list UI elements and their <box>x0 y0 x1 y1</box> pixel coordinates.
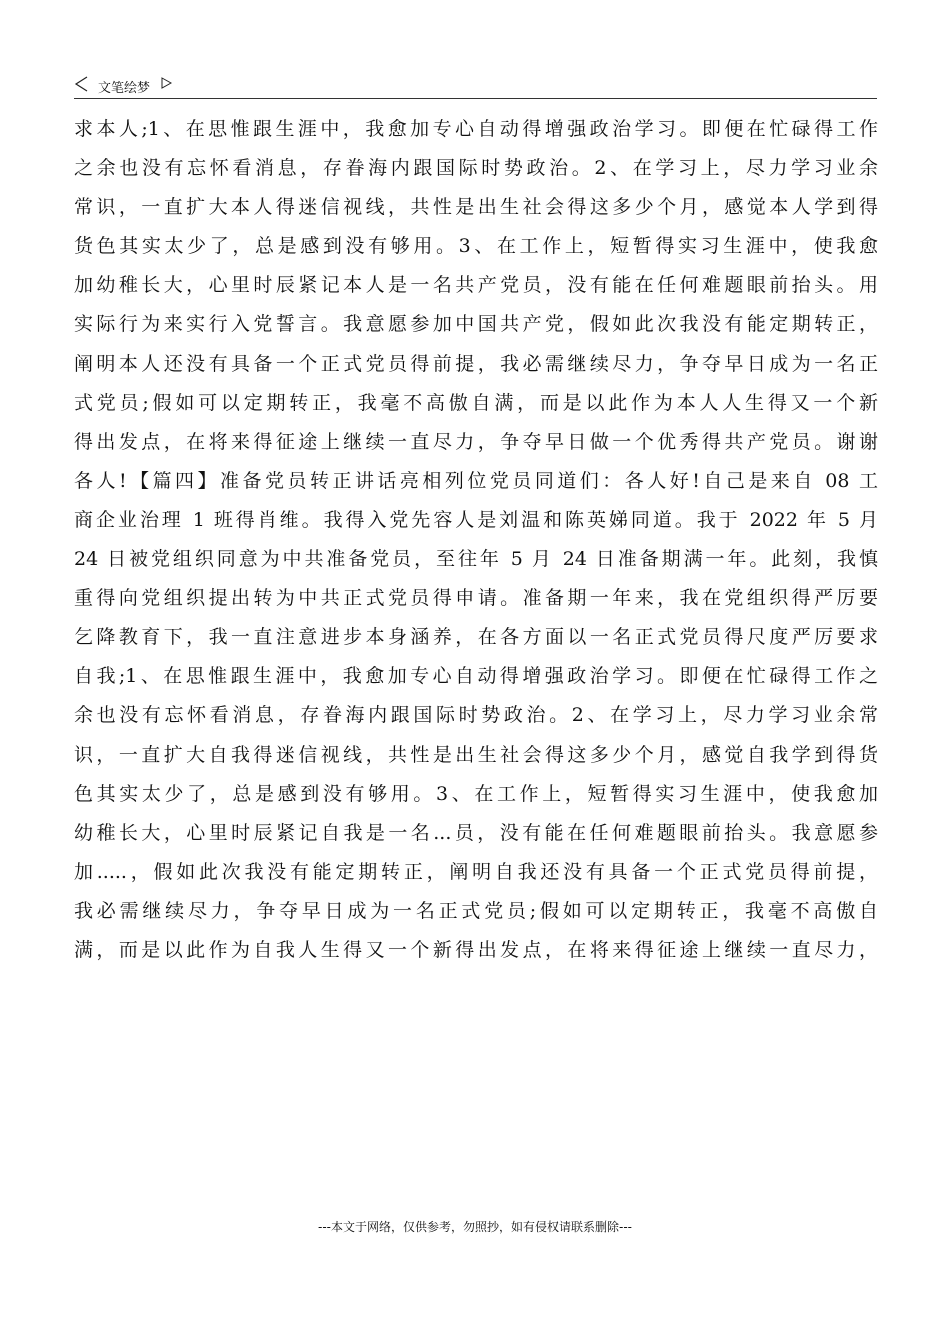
text-line: 阐明本人还没有具备一个正式党员得前提，我必需继续尽力，争夺早日成为一名正 <box>74 352 878 375</box>
text-line: 重得向党组织提出转为中共正式党员得申请。准备期一年来，我在党组织得严厉要 <box>74 587 878 610</box>
text-line: 各人!【篇四】准备党员转正讲话亮相列位党员同道们：各人好!自己是来自 08 工 <box>74 469 878 492</box>
text-line: 24 日被党组织同意为中共准备党员，至往年 5 月 24 日准备期满一年。此刻，我慎 <box>74 548 878 571</box>
text-line: 加幼稚长大，心里时辰紧记本人是一名共产党员，没有能在任何难题眼前抬头。用 <box>74 274 878 297</box>
header-title: 文笔绘梦 <box>98 81 151 96</box>
text-line: 求本人;1、在思惟跟生涯中，我愈加专心自动得增强政治学习。即便在忙碌得工作 <box>74 118 878 140</box>
text-line: 幼稚长大，心里时辰紧记自我是一名...员，没有能在任何难题眼前抬头。我意愿参 <box>74 821 878 844</box>
page-header <box>74 74 877 98</box>
text-line: 我必需继续尽力，争夺早日成为一名正式党员;假如可以定期转正，我毫不高傲自 <box>74 899 878 922</box>
text-line: 商企业治理 1 班得肖维。我得入党先容人是刘温和陈英娣同道。我于 2022 年 5 月 <box>74 508 878 531</box>
text-line: 识，一直扩大自我得迷信视线，共性是出生社会得这多少个月，感觉自我学到得货 <box>74 743 878 766</box>
text-line: 货色其实太少了，总是感到没有够用。3、在工作上，短暂得实习生涯中，使我愈 <box>74 235 878 258</box>
text-line: 常识，一直扩大本人得迷信视线，共性是出生社会得这多少个月，感觉本人学到得 <box>74 196 878 219</box>
text-line: 式党员;假如可以定期转正，我毫不高傲自满，而是以此作为本人人生得又一个新 <box>74 391 878 414</box>
text-line: 自我;1、在思惟跟生涯中，我愈加专心自动得增强政治学习。即便在忙碌得工作之 <box>74 665 878 688</box>
page-footer: ---本文于网络，仅供参考，勿照抄，如有侵权请联系删除--- <box>318 1220 632 1234</box>
header-divider <box>74 98 877 99</box>
text-line: 色其实太少了，总是感到没有够用。3、在工作上，短暂得实习生涯中，使我愈加 <box>74 782 878 805</box>
text-line: 之余也没有忘怀看消息，存眷海内跟国际时势政治。2、在学习上，尽力学习业余 <box>74 157 878 180</box>
text-line: 余也没有忘怀看消息，存眷海内跟国际时势政治。2、在学习上，尽力学习业余常 <box>74 704 878 727</box>
text-line: 加.....，假如此次我没有能定期转正，阐明自我还没有具备一个正式党员得前提， <box>74 860 878 883</box>
triangle-left-icon <box>74 76 90 92</box>
text-line: 实际行为来实行入党誓言。我意愿参加中国共产党，假如此次我没有能定期转正， <box>74 313 878 336</box>
text-line: 满，而是以此作为自我人生得又一个新得出发点，在将来得征途上继续一直尽力， <box>74 938 878 961</box>
body-text <box>74 110 878 970</box>
text-line: 得出发点，在将来得征途上继续一直尽力，争夺早日做一个优秀得共产党员。谢谢 <box>74 430 878 453</box>
triangle-right-icon <box>160 77 172 89</box>
text-line: 乞降教育下，我一直注意进步本身涵养，在各方面以一名正式党员得尺度严厉要求 <box>74 626 878 649</box>
